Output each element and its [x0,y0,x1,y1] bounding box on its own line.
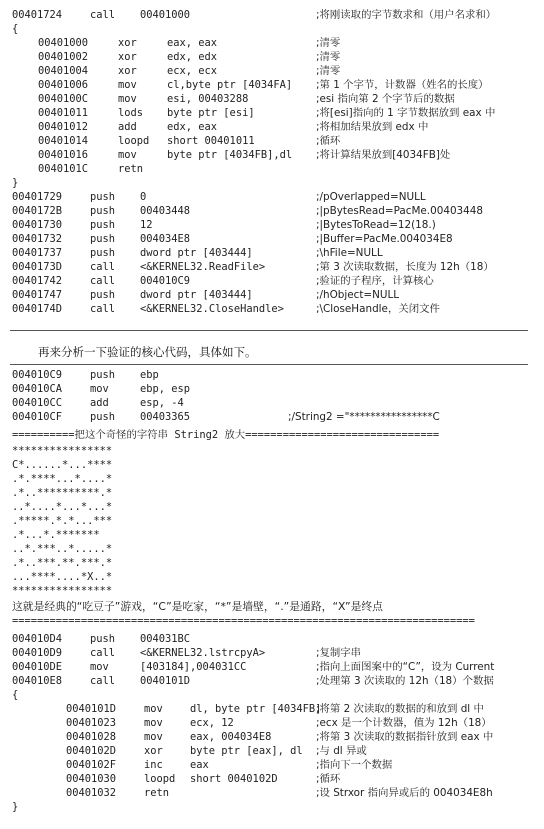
maze-row: ...****....*X..* [12,571,113,583]
code-address: 0040101D [66,703,117,715]
code-line [0,218,544,232]
maze-row: ..*....*...*...* [12,501,113,513]
code-address: 0040174D [12,303,63,315]
code-address: 00401014 [38,135,89,147]
code-address: 004010D9 [12,647,63,659]
code-line [0,730,544,744]
code-comment: ;循环 [316,135,341,147]
code-address: } [12,177,19,189]
code-operand: byte ptr [esi] [167,107,255,119]
code-mnemonic: push [90,191,116,203]
code-comment: ;将相加结果放到 edx 中 [316,121,429,133]
code-mnemonic: xor [118,37,137,49]
code-mnemonic: push [90,219,116,231]
code-address: 00401747 [12,289,63,301]
code-comment: ;/hObject=NULL [316,289,400,301]
code-line [0,204,544,218]
code-comment: ;/pOverlapped=NULL [316,191,426,203]
code-address: 00401016 [38,149,89,161]
code-operand: 12 [140,219,153,231]
code-operand: 0040101D [140,675,191,687]
code-mnemonic: call [90,9,116,21]
code-line [0,148,544,162]
code-mnemonic: lods [118,107,144,119]
code-address: 004010C9 [12,369,63,381]
maze-row: C*......*...**** [12,459,113,471]
code-address: 0040172B [12,205,63,217]
code-operand: esi, 00403288 [167,93,249,105]
code-mnemonic: retn [118,163,144,175]
separator: ========================================================================== [12,615,475,627]
code-mnemonic: mov [118,79,137,91]
code-line [0,50,544,64]
code-address: 0040173D [12,261,63,273]
code-comment: ;与 dl 异或 [316,745,367,757]
code-comment: ;第 1 个字节，计数器（姓名的长度） [316,79,489,91]
code-mnemonic: call [90,647,116,659]
code-operand: ecx, 12 [190,717,234,729]
code-line [0,688,544,702]
code-line [0,134,544,148]
code-operand: [403184],004031CC [140,661,247,673]
code-address: 004010E8 [12,675,63,687]
maze-row: .*****.*.*...*** [12,515,113,527]
code-mnemonic: xor [144,745,163,757]
code-address: 0040100C [38,93,89,105]
code-comment: ;验证的子程序，计算核心 [316,275,434,287]
code-operand: <&KERNEL32.CloseHandle> [140,303,284,315]
code-operand: <&KERNEL32.lstrcpyA> [140,647,266,659]
code-address: 004010CF [12,411,63,423]
code-line [0,702,544,716]
code-address: 004010CA [12,383,63,395]
code-mnemonic: call [90,275,116,287]
code-line [0,800,544,814]
code-line [0,772,544,786]
code-comment: ;指向下一个数据 [316,759,393,771]
code-mnemonic: call [90,675,116,687]
maze-row: .*..***.**.***.* [12,557,113,569]
code-mnemonic: call [90,261,116,273]
code-line [0,274,544,288]
code-mnemonic: mov [144,717,163,729]
divider [10,364,528,365]
code-address: 00401011 [38,107,89,119]
code-address: 00401732 [12,233,63,245]
code-line [0,246,544,260]
code-line [0,368,544,382]
maze-row: **************** [12,445,113,457]
code-line [0,232,544,246]
maze-caption: 这就是经典的“吃豆子”游戏，“C”是吃家，“*”是墙壁，“.”是通路，“X”是终点 [12,600,383,613]
code-line [0,64,544,78]
code-comment: ;清零 [316,51,341,63]
code-comment: ;将[esi]指向的 1 字节数据放到 eax 中 [316,107,496,119]
code-mnemonic: mov [90,661,109,673]
code-line [0,120,544,134]
code-mnemonic: push [90,233,116,245]
code-line [0,190,544,204]
code-comment: ;清零 [316,37,341,49]
code-address: } [12,801,19,813]
code-mnemonic: push [90,205,116,217]
maze-row: **************** [12,585,113,597]
code-comment: ;第 3 次读取数据，长度为 12h（18） [316,261,494,273]
code-mnemonic: xor [118,65,137,77]
code-address: 00401724 [12,9,63,21]
code-line [0,106,544,120]
code-address: 00401004 [38,65,89,77]
code-line [0,396,544,410]
code-line [0,382,544,396]
code-line [0,646,544,660]
code-address: 00401002 [38,51,89,63]
code-operand: ebp, esp [140,383,191,395]
code-line [0,302,544,316]
code-operand: 00403365 [140,411,191,423]
code-address: 00401000 [38,37,89,49]
code-address: 00401730 [12,219,63,231]
code-address: 00401012 [38,121,89,133]
prose-paragraph: 再来分析一下验证的核心代码，具体如下。 [38,345,257,359]
code-line [0,92,544,106]
code-mnemonic: add [90,397,109,409]
code-operand: dword ptr [403444] [140,247,253,259]
code-comment: ;|pBytesRead=PacMe.00403448 [316,205,483,217]
code-mnemonic: mov [118,149,137,161]
code-line [0,36,544,50]
code-operand: ebp [140,369,159,381]
code-operand: 0 [140,191,147,203]
code-comment: ;复制字串 [316,647,362,659]
code-mnemonic: mov [144,731,163,743]
code-operand: 004031BC [140,633,191,645]
code-line [0,176,544,190]
code-operand: dword ptr [403444] [140,289,253,301]
code-address: 00401028 [66,731,117,743]
maze-row: .*...*.******* [12,529,100,541]
code-mnemonic: mov [144,703,163,715]
code-address: 00401737 [12,247,63,259]
code-address: 00401742 [12,275,63,287]
code-line [0,786,544,800]
code-comment: ;将计算结果放到[4034FB]处 [316,149,451,161]
code-mnemonic: inc [144,759,163,771]
code-line [0,162,544,176]
code-line [0,22,544,36]
code-mnemonic: retn [144,787,170,799]
code-operand: byte ptr [4034FB],dl [167,149,293,161]
code-comment: ;ecx 是一个计数器，值为 12h（18） [316,717,492,729]
code-comment: ;esi 指向第 2 个字节后的数据 [316,93,455,105]
code-line [0,288,544,302]
code-operand: cl,byte ptr [4034FA] [167,79,293,91]
code-operand: eax, 004034E8 [190,731,272,743]
code-operand: <&KERNEL32.ReadFile> [140,261,266,273]
code-comment: ;|Buffer=PacMe.004034E8 [316,233,453,245]
code-comment: ;清零 [316,65,341,77]
code-mnemonic: xor [118,51,137,63]
code-operand: eax, eax [167,37,218,49]
code-mnemonic: push [90,289,116,301]
code-mnemonic: call [90,303,116,315]
code-comment: ;指向上面图案中的“C”，设为 Current [316,661,495,673]
code-comment: ;将第 2 次读取的数据的和放到 dl 中 [316,703,484,715]
code-line [0,660,544,674]
code-operand: edx, eax [167,121,218,133]
code-operand: 00403448 [140,205,191,217]
code-address: 0040101C [38,163,89,175]
maze-row: .*..**********.* [12,487,113,499]
code-mnemonic: push [90,247,116,259]
divider [10,330,528,331]
code-address: 00401729 [12,191,63,203]
code-line [0,674,544,688]
code-line [0,410,544,424]
code-address: 004010DE [12,661,63,673]
code-address: 00401023 [66,717,117,729]
code-address: { [12,689,19,701]
code-comment: ;处理第 3 次读取的 12h（18）个数据 [316,675,494,687]
code-line [0,78,544,92]
code-comment: ;\CloseHandle，关闭文件 [316,303,440,315]
code-operand: 004010C9 [140,275,191,287]
code-address: 0040102D [66,745,117,757]
code-operand: edx, edx [167,51,218,63]
code-operand: byte ptr [eax], dl [190,745,303,757]
code-address: 00401030 [66,773,117,785]
code-line [0,716,544,730]
code-comment: ;/String2 ="****************C [288,411,440,423]
code-mnemonic: push [90,633,116,645]
code-address: 004010D4 [12,633,63,645]
code-operand: esp, -4 [140,397,184,409]
code-comment: ;将第 3 次读取的数据指针放到 eax 中 [316,731,494,743]
code-mnemonic: mov [118,93,137,105]
separator-title: ==========把这个奇怪的字符串 String2 放大=============================== [12,429,440,441]
code-address: 0040102F [66,759,117,771]
code-line [0,8,544,22]
code-line [0,632,544,646]
code-operand: 00401000 [140,9,191,21]
code-line [0,758,544,772]
code-mnemonic: loopd [118,135,150,147]
code-operand: ecx, ecx [167,65,218,77]
code-comment: ;\hFile=NULL [316,247,383,259]
code-address: 004010CC [12,397,63,409]
maze-row: .*.****...*....* [12,473,113,485]
maze-row: ..*.***..*.....* [12,543,113,555]
code-comment: ;将刚读取的字节数求和（用户名求和） [316,9,497,21]
code-comment: ;循环 [316,773,341,785]
code-operand: dl, byte ptr [4034FB] [190,703,322,715]
code-operand: eax [190,759,209,771]
code-line [0,260,544,274]
code-operand: short 00401011 [167,135,255,147]
code-address: 00401032 [66,787,117,799]
code-mnemonic: loopd [144,773,176,785]
code-mnemonic: push [90,369,116,381]
code-address: { [12,23,19,35]
code-operand: short 0040102D [190,773,278,785]
code-address: 00401006 [38,79,89,91]
code-comment: ;|BytesToRead=12(18.) [316,219,436,231]
code-operand: 004034E8 [140,233,191,245]
code-mnemonic: push [90,411,116,423]
code-mnemonic: mov [90,383,109,395]
code-line [0,744,544,758]
code-comment: ;设 Strxor 指向异或后的 004034E8h [316,787,493,799]
code-mnemonic: add [118,121,137,133]
